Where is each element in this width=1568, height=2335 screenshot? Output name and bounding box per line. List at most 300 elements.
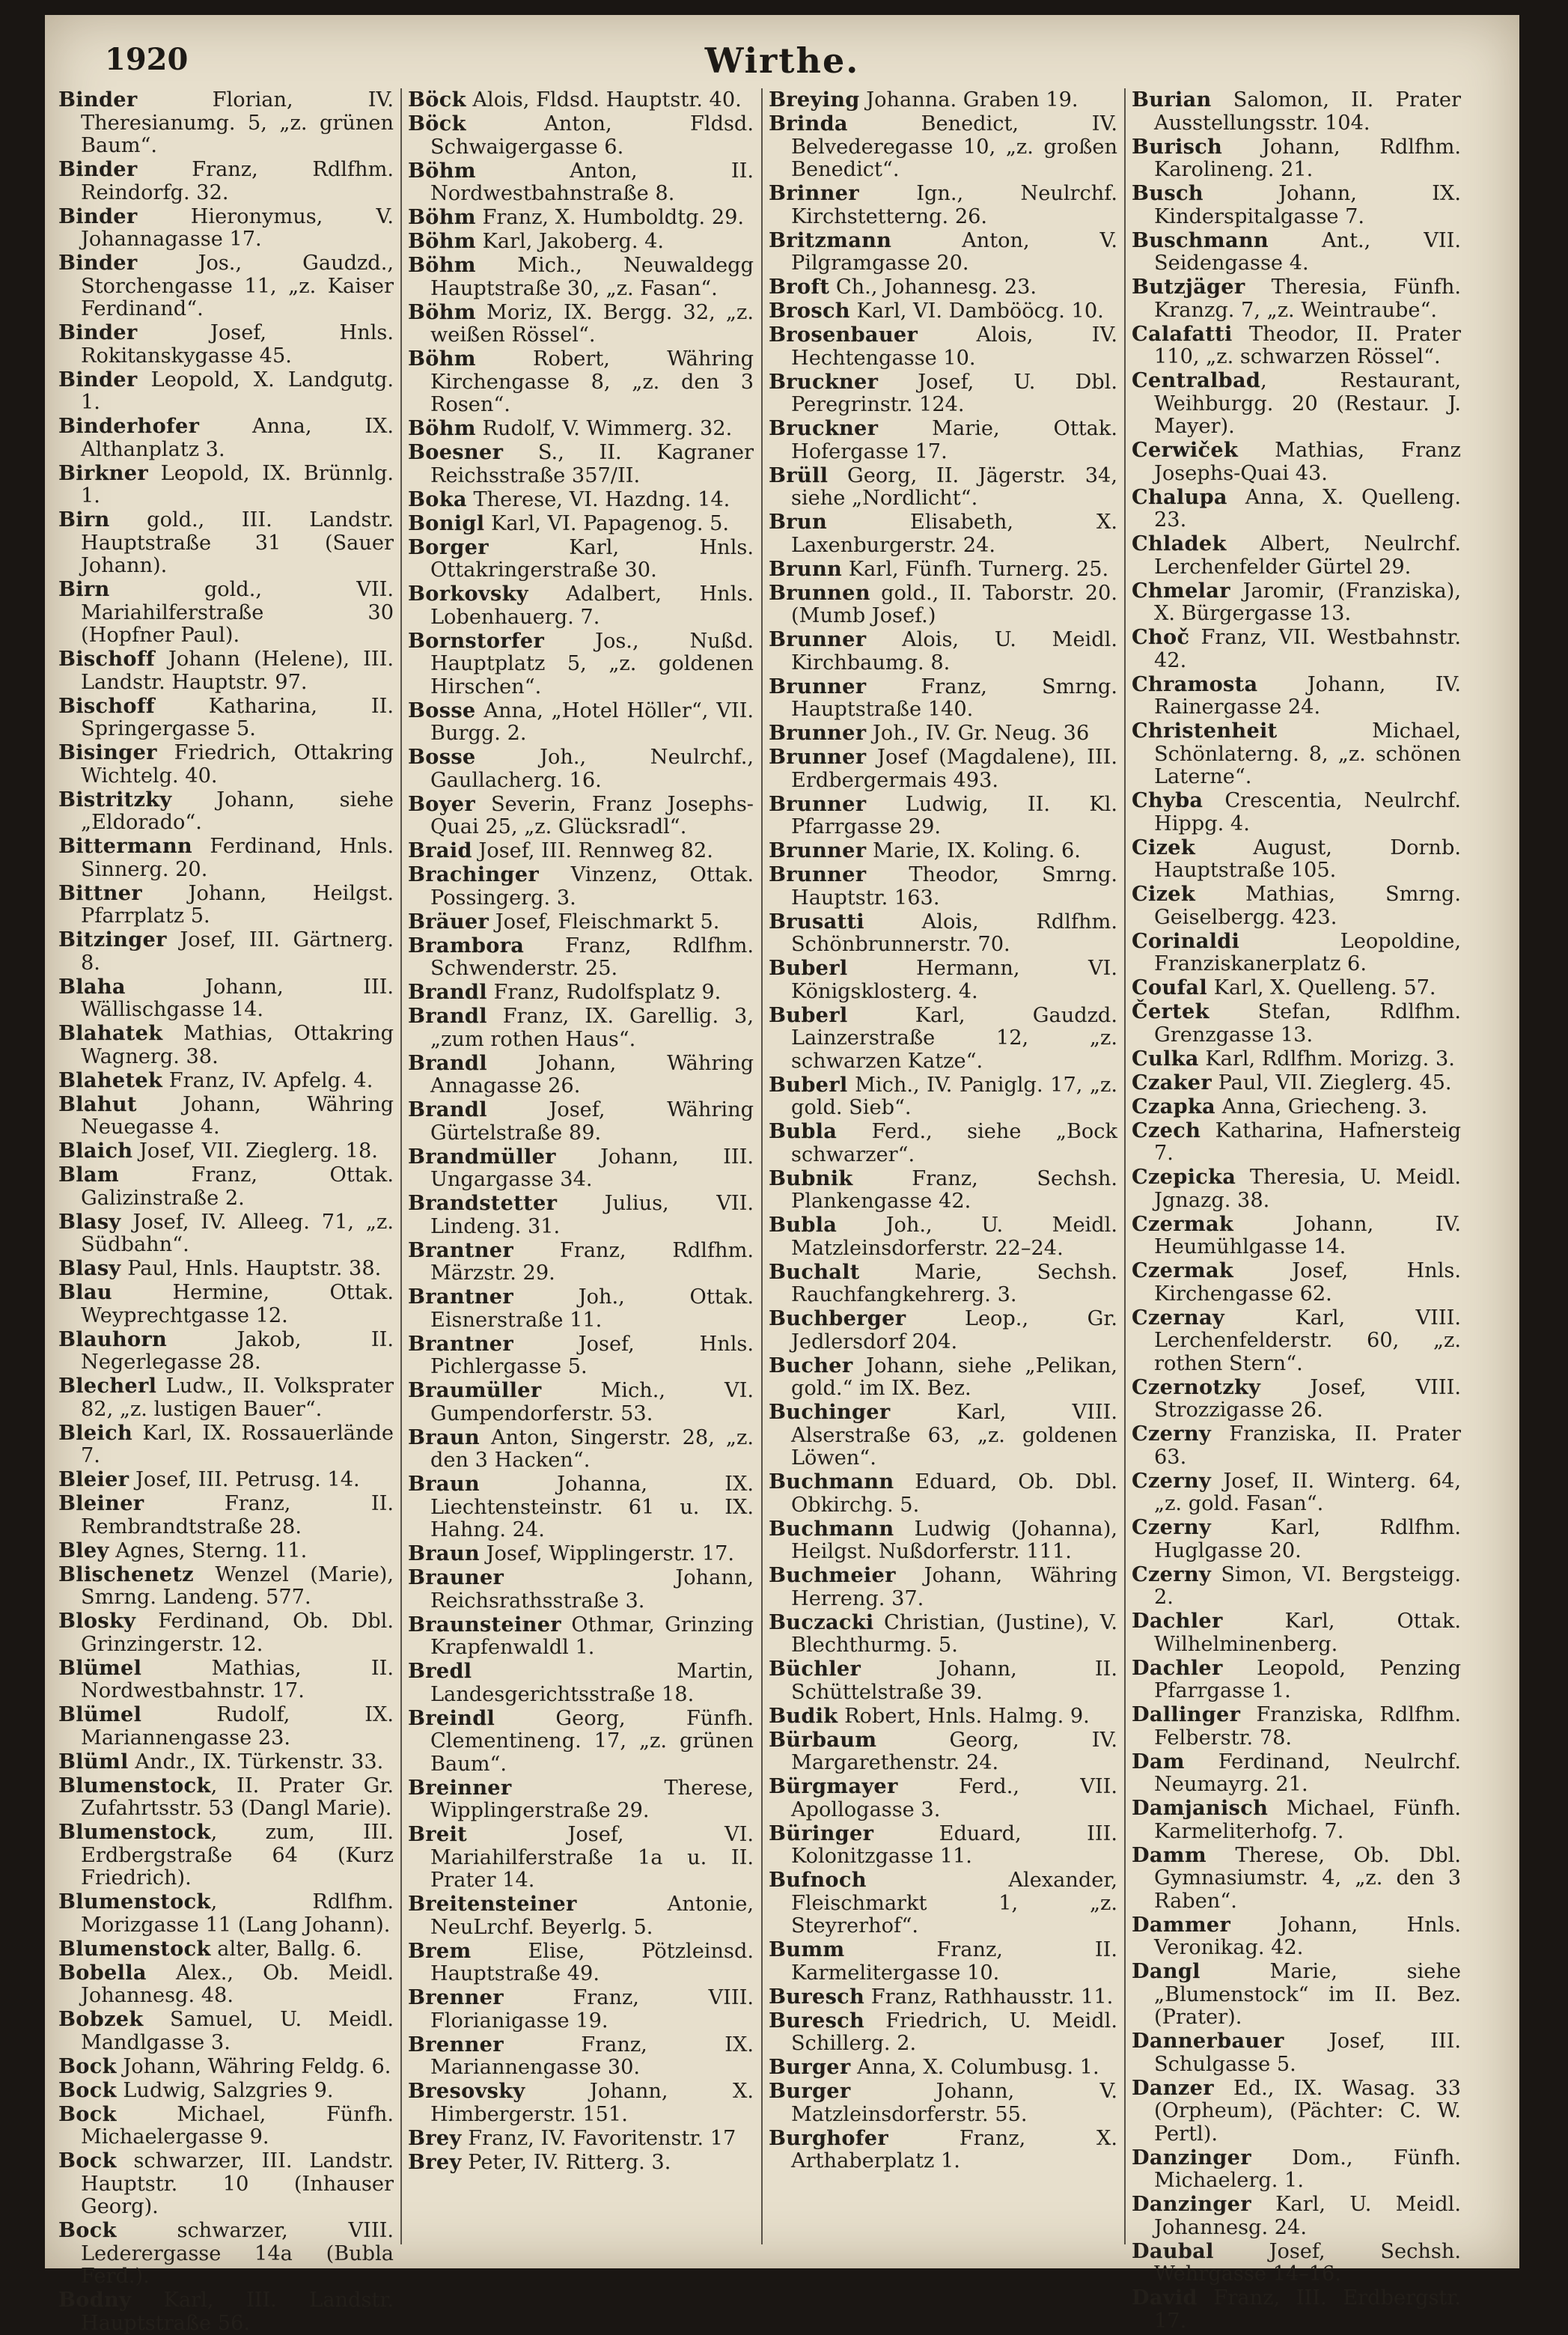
directory-entry <box>408 112 754 159</box>
directory-entry <box>58 1139 394 1163</box>
entry-name: Bobzek <box>58 2007 144 2031</box>
entry-name: Brinner <box>769 181 859 205</box>
directory-entry <box>769 275 1117 299</box>
directory-entry <box>58 648 394 694</box>
directory-entry <box>1132 1516 1461 1562</box>
entry-name: Büchler <box>769 1657 861 1681</box>
entry-name: Blahatek <box>58 1021 163 1045</box>
entry-details: Johanna, IX. Liechtensteinstr. 61 u. IX. Hahng. 24. <box>430 1473 754 1541</box>
directory-entry <box>408 746 754 792</box>
entry-details: Franz, Sechsh. Plankengasse 42. <box>791 1166 1117 1213</box>
directory-entry <box>1132 2286 1461 2333</box>
entry-name: Dachler <box>1132 1655 1223 1680</box>
directory-entry <box>408 630 754 699</box>
directory-entry <box>58 741 394 788</box>
entry-name: Blecherl <box>58 1374 157 1398</box>
directory-entry <box>58 1281 394 1327</box>
entry-details: Rudolf, V. Wimmerg. 32. <box>482 417 733 440</box>
directory-entry <box>1132 1306 1461 1376</box>
directory-entry <box>1132 1610 1461 1656</box>
directory-entry <box>1132 1657 1461 1703</box>
entry-name: Brenner <box>408 1985 504 2009</box>
directory-entry <box>58 695 394 741</box>
directory-entry <box>408 1239 754 1285</box>
directory-entry <box>408 1192 754 1238</box>
entry-name: Brunnen <box>769 580 870 605</box>
entry-name: Bresovsky <box>408 2079 525 2103</box>
entry-details: Josef, III. Rennweg 82. <box>478 839 713 862</box>
entry-name: Bock <box>58 2101 117 2126</box>
directory-entry <box>769 1470 1117 1517</box>
entry-name: Brunner <box>769 838 867 862</box>
directory-entry <box>408 2080 754 2126</box>
directory-entry <box>769 464 1117 511</box>
directory-entry <box>408 1660 754 1706</box>
entry-details: Josef, VI. Mariahilferstraße 1a u. II. Prater 14. <box>430 1823 754 1892</box>
entry-name: Bürgmayer <box>769 1774 898 1798</box>
entry-name: Chladek <box>1132 532 1227 555</box>
directory-entry <box>769 1729 1117 1775</box>
entry-details: Georg, II. Jägerstr. 34, siehe „Nordlicht“. <box>791 463 1117 510</box>
entry-details: Karl, Fünfh. Turnerg. 25. <box>848 557 1109 581</box>
entry-name: Danzer <box>1132 2075 1214 2100</box>
directory-entry <box>58 1703 394 1750</box>
entry-name: Blümel <box>58 1702 142 1726</box>
directory-entry <box>769 1307 1117 1354</box>
entry-details: Josef, Wipplingerstr. 17. <box>486 1542 735 1565</box>
entry-name: Corinaldi <box>1132 928 1240 953</box>
entry-details: Othmar, Grinzing Krapfenwaldl 1. <box>430 1613 754 1659</box>
directory-entry <box>58 462 394 508</box>
directory-entry <box>58 1328 394 1374</box>
entry-details: Mathias, II. Nordwestbahnstr. 17. <box>81 1656 394 1702</box>
directory-entry <box>769 1401 1117 1470</box>
entry-name: Brosenbauer <box>769 323 918 347</box>
entry-details: Mich., VI. Gumpendorferstr. 53. <box>430 1379 754 1425</box>
directory-entry <box>1132 1166 1461 1212</box>
column-divider <box>400 88 402 2244</box>
entry-name: Brusatti <box>769 909 864 934</box>
entry-details: Karl, VI. Papagenog. 5. <box>491 511 730 535</box>
directory-entry <box>1132 1047 1461 1071</box>
directory-entry <box>769 2080 1117 2126</box>
directory-entry <box>408 981 754 1005</box>
entry-details: Josef, Hnls. Pichlergasse 5. <box>430 1332 754 1378</box>
directory-entry <box>769 417 1117 463</box>
entry-details: Friedrich, U. Meidl. Schillerg. 2. <box>791 2009 1117 2055</box>
entry-name: Brantner <box>408 1285 514 1309</box>
entry-details: , zum, III. Erdbergstraße 64 (Kurz Friedrich). <box>81 1821 394 1890</box>
entry-details: Julius, VII. Lindeng. 31. <box>430 1192 754 1238</box>
entry-details: Stefan, Rdlfhm. Grenzgasse 13. <box>1154 1000 1461 1047</box>
directory-entry <box>58 252 394 321</box>
entry-details: gold., II. Taborstr. 20. (Mumb Josef.) <box>791 581 1117 627</box>
entry-details: Josef, Sechsh. Wehrgasse 14–16. <box>1154 2239 1461 2286</box>
directory-entry <box>769 1564 1117 1610</box>
entry-name: Binder <box>58 204 138 228</box>
entry-name: Czernay <box>1132 1305 1224 1330</box>
entry-name: Choč <box>1132 625 1190 649</box>
directory-entry <box>1132 789 1461 835</box>
entry-details: Andr., IX. Türkenstr. 33. <box>135 1750 384 1774</box>
entry-details: Leopold, Penzing Pfarrgasse 1. <box>1154 1656 1461 1702</box>
entry-details: Johanna. Graben 19. <box>866 88 1079 112</box>
entry-name: Buschmann <box>1132 228 1269 252</box>
entry-details: Leopold, IX. Brünnlg. 1. <box>81 461 394 508</box>
directory-entry <box>408 1893 754 1939</box>
directory-entry <box>769 2009 1117 2056</box>
entry-details: Johann, II. Schüttelstraße 39. <box>791 1657 1117 1704</box>
entry-name: Buchmann <box>769 1470 894 1494</box>
directory-entry <box>1132 88 1461 135</box>
directory-entry <box>769 1167 1117 1214</box>
entry-details: Moriz, IX. Bergg. 32, „z. weißen Rössel“. <box>430 300 754 347</box>
entry-details: Robert, Hnls. Halmg. 9. <box>844 1704 1090 1728</box>
directory-entry <box>408 2033 754 2080</box>
entry-name: Blumenstock <box>58 1890 211 1914</box>
entry-details: Franz, IV. Apfelg. 4. <box>168 1068 373 1092</box>
entry-details: Joh., Neulrchf., Gaullacherg. 16. <box>430 746 754 792</box>
entry-details: Johann, siehe „Pelikan, gold.“ im IX. Bez. <box>791 1354 1117 1400</box>
directory-entry <box>1132 229 1461 275</box>
directory-entry <box>408 536 754 582</box>
entry-name: Brunner <box>769 627 867 651</box>
entry-name: Bruckner <box>769 416 879 440</box>
entry-details: S., II. Kagraner Reichsstraße 357/II. <box>430 441 754 487</box>
column-divider <box>1124 88 1126 2244</box>
column-divider <box>761 88 763 2244</box>
entry-name: Brandl <box>408 1004 487 1028</box>
entry-name: Brandstetter <box>408 1191 558 1215</box>
entry-details: Ant., VII. Seidengasse 4. <box>1154 228 1461 275</box>
entry-name: Czerny <box>1132 1468 1212 1493</box>
entry-details: Theodor, Smrng. Hauptstr. 163. <box>791 863 1117 910</box>
entry-name: Brey <box>408 2125 462 2150</box>
entry-name: Böhm <box>408 253 476 277</box>
entry-details: Leopold, X. Landgutg. 1. <box>81 368 394 414</box>
entry-name: Breinner <box>408 1775 512 1800</box>
entry-name: Bock <box>58 2218 117 2242</box>
entry-details: Josef, Hnls. Rokitanskygasse 45. <box>81 321 394 368</box>
directory-entry <box>408 910 754 934</box>
directory-entry <box>408 488 754 512</box>
entry-name: Bürbaum <box>769 1727 877 1752</box>
entry-details: Jos., Nußd. Hauptplatz 5, „z. goldenen Hirschen“. <box>430 629 754 698</box>
entry-name: Dachler <box>1132 1609 1223 1633</box>
directory-entry <box>58 1422 394 1468</box>
entry-details: Ed., IX. Wasag. 33 (Orpheum), (Pächter: C. W. Pertl). <box>1154 2076 1461 2146</box>
entry-details: Franziska, II. Prater 63. <box>1154 1422 1461 1469</box>
entry-name: Chalupa <box>1132 484 1227 509</box>
entry-details: Ferdinand, Ob. Dbl. Grinzingerstr. 12. <box>81 1610 394 1656</box>
directory-entry <box>58 1492 394 1538</box>
entry-details: Johann (Helene), III. Landstr. Hauptstr. 97. <box>81 648 394 694</box>
entry-details: Jakob, II. Negerlegasse 28. <box>81 1327 394 1374</box>
directory-entry <box>1132 2030 1461 2076</box>
entry-name: Bubla <box>769 1119 838 1143</box>
directory-entry <box>408 699 754 746</box>
entry-details: Katharina, II. Springergasse 5. <box>81 694 394 740</box>
directory-entry <box>1132 1914 1461 1960</box>
directory-entry <box>1132 1095 1461 1119</box>
entry-details: Karl, U. Meidl. Johannesg. 24. <box>1154 2193 1461 2239</box>
entry-name: Bufnoch <box>769 1868 867 1892</box>
entry-name: Blasy <box>58 1256 121 1280</box>
entry-details: Martin, Landesgerichtsstraße 18. <box>430 1660 754 1706</box>
directory-entry <box>58 2289 394 2335</box>
entry-name: Bräuer <box>408 909 489 934</box>
entry-name: Bonigl <box>408 511 485 535</box>
directory-entry <box>1132 673 1461 719</box>
entry-name: Dammer <box>1132 1912 1231 1937</box>
directory-entry <box>1132 369 1461 439</box>
directory-entry <box>769 793 1117 839</box>
directory-entry <box>1132 719 1461 789</box>
directory-entry <box>1132 1259 1461 1306</box>
entry-name: Breitensteiner <box>408 1892 577 1916</box>
directory-entry <box>408 512 754 536</box>
entry-name: Czermak <box>1132 1258 1234 1282</box>
directory-entry <box>1132 836 1461 883</box>
entry-details: Therese, VI. Hazdng. 14. <box>473 487 730 511</box>
entry-details: August, Dornb. Hauptstraße 105. <box>1154 835 1461 882</box>
directory-entry <box>58 2055 394 2079</box>
directory-entry <box>769 1657 1117 1704</box>
entry-name: Cizek <box>1132 835 1196 859</box>
entry-name: Boka <box>408 487 467 511</box>
directory-entry <box>769 1775 1117 1821</box>
directory-entry <box>1132 883 1461 929</box>
entry-name: Büringer <box>769 1821 874 1845</box>
entry-details: Theresia, U. Meidl. Jgnazg. 38. <box>1154 1166 1461 1212</box>
entry-details: Josef, Währing Gürtelstraße 89. <box>430 1098 754 1145</box>
directory-entry <box>769 1120 1117 1166</box>
directory-entry <box>58 158 394 204</box>
entry-name: Binder <box>58 251 138 275</box>
entry-name: Broft <box>769 275 830 299</box>
entry-name: Britzmann <box>769 228 892 252</box>
entry-details: Anton, V. Pilgramgasse 20. <box>791 228 1117 275</box>
directory-column-3 <box>769 88 1117 2237</box>
entry-details: Ludwig (Johanna), Heilgst. Nußdorferstr. 111. <box>791 1517 1117 1563</box>
directory-entry <box>408 1542 754 1566</box>
entry-name: Czermak <box>1132 1211 1234 1236</box>
entry-details: Josef (Magdalene), III. Erdbergermais 493. <box>791 746 1117 792</box>
entry-details: Therese, Wipplingerstraße 29. <box>430 1776 754 1822</box>
entry-details: Adalbert, Hnls. Lobenhauerg. 7. <box>430 582 754 629</box>
entry-details: Karl, VIII. Alserstraße 63, „z. goldenen Löwen“. <box>791 1401 1117 1470</box>
entry-name: Buchalt <box>769 1259 860 1284</box>
directory-entry <box>58 2103 394 2149</box>
entry-name: Blaha <box>58 974 126 999</box>
entry-details: Karl, IX. Rossauerlände 7. <box>81 1421 394 1467</box>
entry-details: Marie, siehe „Blumenstock“ im II. Bez. (Prater). <box>1154 1960 1461 2029</box>
entry-name: Blumenstock <box>58 1936 211 1961</box>
entry-details: Johann, Rdlfhm. Karolineng. 21. <box>1154 135 1461 181</box>
entry-name: Christenheit <box>1132 719 1278 743</box>
entry-details: Josef, VII. Zieglerg. 18. <box>139 1139 378 1163</box>
directory-entry <box>58 1539 394 1563</box>
entry-name: Brandl <box>408 1050 487 1075</box>
entry-details: Karl, VIII. Lerchenfelderstr. 60, „z. rothen Stern“. <box>1154 1306 1461 1375</box>
entry-details: Johann, X. Himbergerstr. 151. <box>430 2080 754 2126</box>
entry-details: Josef, IV. Alleeg. 71, „z. Südbahn“. <box>81 1210 394 1256</box>
entry-name: Blumenstock <box>58 1820 211 1844</box>
entry-name: Binder <box>58 320 138 344</box>
entry-name: Böck <box>408 88 466 112</box>
directory-entry <box>769 88 1117 112</box>
entry-name: Böhm <box>408 205 476 229</box>
entry-details: Jos., Gaudzd., Storchengasse 11, „z. Kaiser Ferdinand“. <box>81 252 394 320</box>
entry-name: Bistritzky <box>58 787 172 812</box>
entry-name: Bleier <box>58 1467 129 1491</box>
entry-details: Theodor, II. Prater 110, „z. schwarzen Rössel“. <box>1154 322 1461 368</box>
entry-details: Franz, Ottak. Galizinstraße 2. <box>81 1163 394 1210</box>
entry-name: Bitzinger <box>58 928 167 952</box>
directory-entry <box>769 957 1117 1003</box>
entry-name: Czernotzky <box>1132 1374 1261 1399</box>
entry-details: Franz, Rdlfhm. Reindorfg. 32. <box>81 158 394 204</box>
entry-name: Brunner <box>769 721 867 745</box>
entry-details: Franz, II. Karmelitergasse 10. <box>791 1938 1117 1985</box>
directory-entry <box>769 371 1117 417</box>
entry-details: Karl, Jakoberg. 4. <box>482 230 665 253</box>
directory-entry <box>1132 275 1461 322</box>
directory-entry <box>408 1823 754 1893</box>
entry-name: Bock <box>58 2149 117 2173</box>
entry-name: Breit <box>408 1822 467 1846</box>
entry-name: Bock <box>58 2077 117 2102</box>
entry-name: Blaich <box>58 1139 133 1163</box>
entry-details: Josef, III. Gärtnerg. 8. <box>81 928 394 975</box>
entry-name: Czech <box>1132 1118 1201 1142</box>
entry-details: Florian, IV. Theresianumg. 5, „z. grünen Baum“. <box>81 88 394 157</box>
directory-entry <box>408 254 754 300</box>
directory-entry <box>1132 1703 1461 1750</box>
entry-details: Georg, Fünfh. Clementineng. 17, „z. grünen Baum“. <box>430 1706 754 1776</box>
entry-name: Brachinger <box>408 862 539 886</box>
entry-name: Blau <box>58 1280 112 1304</box>
entry-details: Anna, X. Quelleng. 23. <box>1154 485 1461 532</box>
directory-entry <box>58 1961 394 2008</box>
directory-entry <box>408 582 754 629</box>
entry-details: Anton, Fldsd. Schwaigergasse 6. <box>430 112 754 159</box>
entry-name: Binderhofer <box>58 414 200 438</box>
directory-entry <box>1132 1844 1461 1914</box>
entry-name: Burisch <box>1132 134 1223 159</box>
entry-details: Josef, III. Schulgasse 5. <box>1154 2030 1461 2076</box>
directory-entry <box>58 1211 394 1257</box>
entry-details: Ludwig, II. Kl. Pfarrgasse 29. <box>791 792 1117 838</box>
entry-details: Marie, Ottak. Hofergasse 17. <box>791 417 1117 463</box>
directory-entry <box>58 368 394 415</box>
entry-name: Brunner <box>769 745 867 769</box>
entry-details: Mich., IV. Paniglg. 17, „z. gold. Sieb“. <box>791 1073 1117 1119</box>
entry-name: Bornstorfer <box>408 628 545 653</box>
entry-details: Samuel, U. Meidl. Mandlgasse 3. <box>81 2008 394 2054</box>
directory-entry <box>58 578 394 648</box>
entry-name: Böhm <box>408 299 476 324</box>
directory-entry <box>769 582 1117 628</box>
entry-details: Vinzenz, Ottak. Possingerg. 3. <box>430 863 754 910</box>
entry-details: Ferd., siehe „Bock schwarzer“. <box>791 1120 1117 1166</box>
entry-details: Josef, VIII. Strozzigasse 26. <box>1154 1375 1461 1422</box>
entry-details: , Restaurant, Weihburgg. 20 (Restaur. J. Mayer). <box>1154 369 1461 438</box>
entry-details: Franz, IV. Favoritenstr. 17 <box>468 2126 736 2150</box>
directory-entry <box>58 1163 394 1210</box>
entry-name: Braid <box>408 838 472 862</box>
directory-entry <box>1132 486 1461 532</box>
entry-details: Ferdinand, Neulrchf. Neumayrg. 21. <box>1154 1750 1461 1796</box>
entry-details: Franz, X. Arthaberplatz 1. <box>791 2126 1117 2173</box>
entry-details: Ludw., II. Volksprater 82, „z. lustigen Bauer“. <box>81 1374 394 1421</box>
entry-name: Boyer <box>408 791 476 816</box>
entry-name: Busch <box>1132 181 1204 205</box>
directory-entry <box>1132 439 1461 485</box>
directory-entry <box>408 1333 754 1379</box>
entry-details: Paul, Hnls. Hauptstr. 38. <box>127 1257 382 1280</box>
entry-details: Elise, Pötzleinsd. Hauptstraße 49. <box>430 1939 754 1985</box>
entry-name: Bleich <box>58 1420 133 1445</box>
entry-name: Czepicka <box>1132 1165 1236 1189</box>
directory-entry <box>408 1707 754 1777</box>
entry-name: Danzinger <box>1132 2192 1251 2216</box>
entry-name: Chramosta <box>1132 672 1258 696</box>
entry-details: Karl, X. Quelleng. 57. <box>1213 976 1436 999</box>
entry-name: Braun <box>408 1425 480 1449</box>
entry-name: Centralbad <box>1132 368 1261 392</box>
entry-details: Anna, Griecheng. 3. <box>1221 1095 1428 1118</box>
directory-entry <box>769 910 1117 957</box>
directory-entry <box>408 2151 754 2175</box>
directory-entry <box>769 1611 1117 1657</box>
entry-name: Bleiner <box>58 1491 144 1515</box>
directory-entry <box>769 863 1117 910</box>
directory-entry <box>58 1093 394 1139</box>
entry-name: Buberl <box>769 1072 848 1097</box>
entry-name: Budik <box>769 1703 838 1728</box>
entry-details: Josef, Hnls. Kirchengasse 62. <box>1154 1259 1461 1306</box>
entry-name: Brambora <box>408 933 525 958</box>
entry-name: Czaker <box>1132 1070 1212 1095</box>
entry-name: Damjanisch <box>1132 1796 1269 1820</box>
directory-entry <box>408 347 754 417</box>
entry-details: Anton, II. Nordwestbahnstraße 8. <box>430 159 754 205</box>
entry-name: Braunsteiner <box>408 1612 561 1637</box>
entry-name: Birn <box>58 577 110 601</box>
entry-details: Albert, Neulrchf. Lerchenfelder Gürtel 29. <box>1154 532 1461 579</box>
entry-name: Czerny <box>1132 1422 1212 1446</box>
directory-entry <box>408 159 754 206</box>
directory-entry <box>1132 1563 1461 1610</box>
entry-name: Brem <box>408 1938 472 1963</box>
directory-entry <box>769 1214 1117 1260</box>
entry-name: Brinda <box>769 112 848 136</box>
entry-details: Rudolf, IX. Mariannengasse 23. <box>81 1703 394 1750</box>
entry-name: Borkovsky <box>408 582 528 606</box>
entry-details: schwarzer, VIII. Lederergasse 14a (Bubla Ferd.). <box>81 2219 394 2288</box>
entry-name: Brunner <box>769 674 867 698</box>
entry-details: Franz, Rdlfhm. Märzstr. 29. <box>430 1238 754 1285</box>
entry-details: Johann, III. Ungargasse 34. <box>430 1145 754 1191</box>
entry-details: Johann, Hnls. Veronikag. 42. <box>1154 1913 1461 1959</box>
entry-details: Franz, X. Humboldtg. 29. <box>482 206 745 229</box>
entry-name: Buchinger <box>769 1400 891 1424</box>
directory-column-4 <box>1132 88 1461 2333</box>
directory-entry <box>408 1052 754 1098</box>
entry-name: Blam <box>58 1163 119 1187</box>
entry-details: Johann, Heilgst. Pfarrplatz 5. <box>81 881 394 928</box>
